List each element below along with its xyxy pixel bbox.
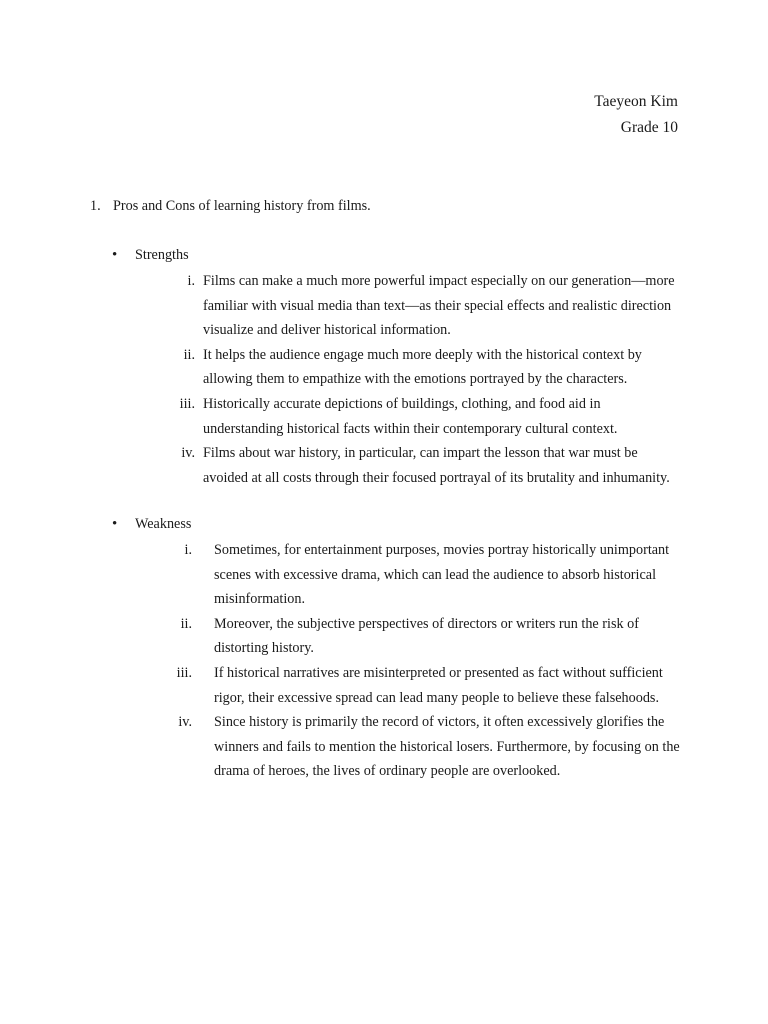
list-numeral: i. bbox=[184, 542, 192, 558]
list-item-text: It helps the audience engage much more deeply with the historical context by allowing them to empathize with the emotions portrayed by the characters. bbox=[203, 346, 642, 388]
list-numeral: iv. bbox=[178, 714, 192, 731]
question-number: 1. bbox=[90, 198, 101, 214]
list-item-text: Moreover, the subjective perspectives of directors or writers run the risk of distorting history. bbox=[214, 615, 639, 657]
strengths-section bbox=[0, 245, 768, 490]
document-header bbox=[594, 89, 678, 141]
list-item bbox=[181, 441, 683, 490]
list-numeral: iv. bbox=[181, 445, 195, 462]
bullet-icon: • bbox=[112, 516, 118, 532]
list-item bbox=[187, 269, 683, 343]
list-item-text: If historical narratives are misinterpreted or presented as fact without sufficient rigor, their excessive spread can lead many people to believe these falsehoods. bbox=[214, 664, 663, 706]
list-item-text: Films can make a much more powerful impact especially on our generation—more familiar with visual media than text—as their special effects and realistic direction visualize and deliver historical information. bbox=[203, 273, 675, 339]
list-item bbox=[179, 392, 683, 441]
weakness-heading bbox=[0, 514, 768, 534]
student-name: Taeyeon Kim bbox=[594, 93, 678, 110]
list-item-text: Historically accurate depictions of buildings, clothing, and food aid in understanding historical facts within their contemporary cultural context. bbox=[203, 395, 618, 437]
list-item-text: Films about war history, in particular, can impart the lesson that war must be avoided at all costs through their focused portrayal of its brutality and inhumanity. bbox=[203, 445, 670, 486]
list-item bbox=[184, 538, 684, 612]
list-numeral: iii. bbox=[179, 395, 195, 412]
list-item bbox=[178, 710, 684, 784]
question-heading bbox=[90, 196, 371, 216]
list-item-text: Since history is primarily the record of victors, it often excessively glorifies the winners and fails to mention the historical losers. Furthermore, by focusing on the drama of heroes, the lives of ordinary people are overlooked. bbox=[214, 714, 680, 780]
list-numeral: ii. bbox=[180, 615, 192, 632]
weakness-section bbox=[0, 514, 768, 784]
list-numeral: i. bbox=[187, 273, 195, 289]
list-item-text: Sometimes, for entertainment purposes, movies portray historically unimportant scenes with excessive drama, which can lead the audience to absorb historical misinformation. bbox=[214, 542, 670, 608]
strengths-heading bbox=[0, 245, 768, 265]
list-item bbox=[183, 343, 683, 392]
list-item bbox=[180, 612, 684, 661]
weakness-list bbox=[0, 538, 768, 784]
strengths-label: Strengths bbox=[135, 247, 189, 263]
bullet-icon: • bbox=[112, 247, 118, 263]
list-item bbox=[176, 661, 684, 710]
strengths-list bbox=[0, 269, 768, 490]
list-numeral: ii. bbox=[183, 346, 195, 363]
weakness-label: Weakness bbox=[135, 516, 192, 532]
student-grade: Grade 10 bbox=[620, 119, 678, 136]
question-title: Pros and Cons of learning history from films. bbox=[113, 198, 371, 214]
list-numeral: iii. bbox=[176, 664, 192, 681]
